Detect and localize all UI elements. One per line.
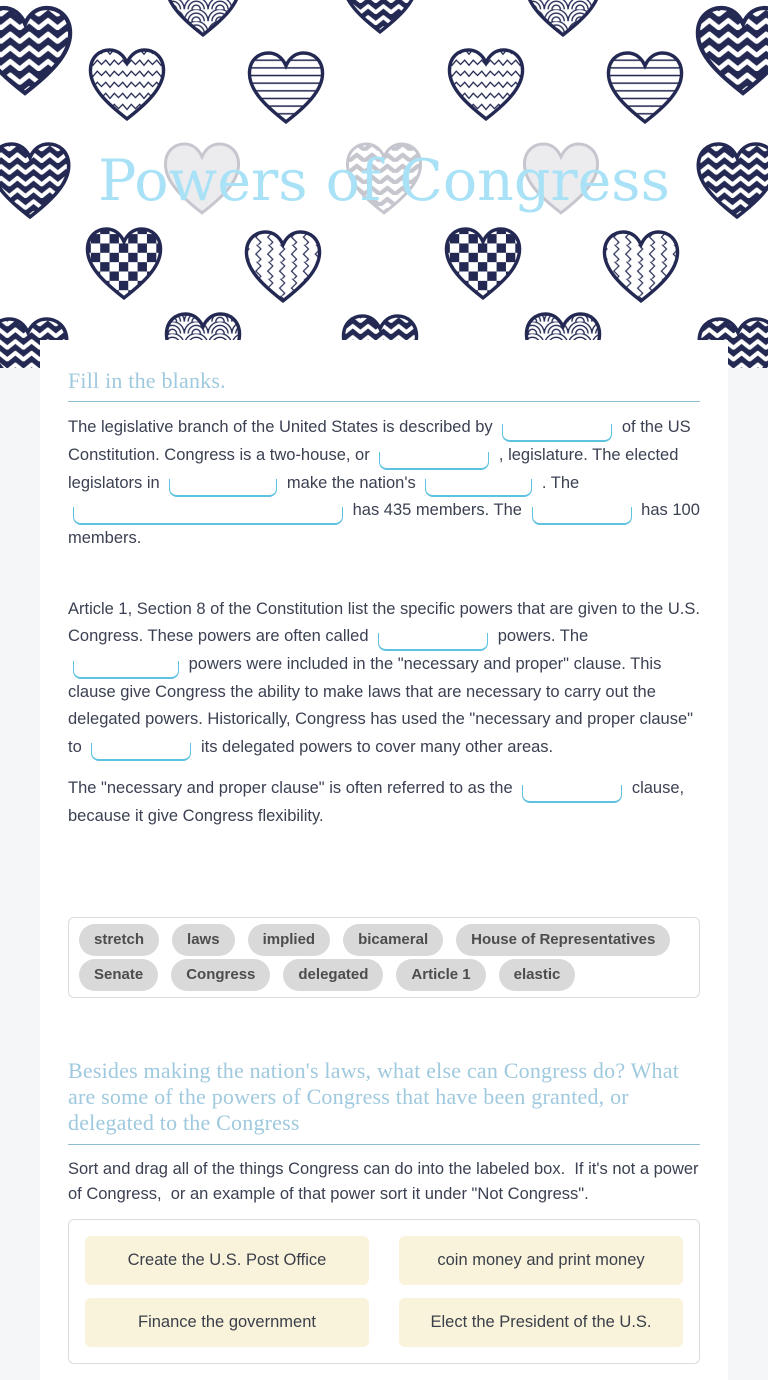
fill-blank-input[interactable] — [532, 507, 632, 525]
fill-blank-input[interactable] — [91, 743, 191, 761]
sort-item-card[interactable]: Finance the government — [85, 1298, 369, 1347]
section-divider — [68, 1144, 700, 1145]
fill-blank-input[interactable] — [425, 479, 532, 497]
paragraph-text: clause, because it give Congress flexibility. — [68, 779, 685, 825]
fill-paragraph — [68, 596, 700, 762]
sort-item-card[interactable]: Create the U.S. Post Office — [85, 1236, 369, 1285]
fill-blank-input[interactable] — [169, 479, 277, 497]
word-bank-chip[interactable]: implied — [248, 924, 331, 956]
fill-in-section — [68, 368, 700, 998]
sort-box — [68, 1219, 700, 1364]
fill-blank-input[interactable] — [379, 452, 489, 470]
paragraph-text: of the US Constitution. Congress is a two-house, or — [68, 418, 691, 464]
fill-paragraph — [68, 775, 700, 830]
paragraph-text: Article 1, Section 8 of the Constitution list the specific powers that are given to the U.S. Congress. These powers are often called — [68, 599, 700, 645]
sort-heading: Besides making the nation's laws, what else can Congress do? What are some of the powers of Congress that have been granted, or delegated to the Congress — [68, 1057, 680, 1135]
paragraph-text: has 435 members. The — [352, 501, 522, 520]
fill-in-heading: Fill in the blanks. — [68, 368, 226, 393]
fill-blank-input[interactable] — [73, 661, 179, 679]
fill-blank-input[interactable] — [73, 507, 343, 525]
paragraph-text: . The — [541, 473, 580, 492]
sort-item-card[interactable]: coin money and print money — [399, 1236, 683, 1285]
word-bank-chip[interactable]: House of Representatives — [456, 924, 670, 956]
fill-blank-input[interactable] — [502, 424, 612, 442]
fill-blank-input[interactable] — [378, 633, 488, 651]
banner — [0, 0, 768, 368]
paragraph-text: The legislative branch of the United States is described by — [68, 418, 493, 436]
word-bank-chip[interactable]: elastic — [499, 959, 576, 991]
worksheet-title: Powers of Congress — [98, 148, 670, 214]
paragraph-text: powers. The — [497, 627, 589, 645]
word-bank-chip[interactable]: Congress — [171, 959, 270, 991]
paragraph-text: make the nation's — [286, 473, 416, 492]
paragraph-text: powers were included in the "necessary and proper" clause. This clause give Congress the ability to make laws that are necessary to carry out the delegated powers. Historically, Congress has used the "necessary and proper clause" to — [68, 654, 693, 756]
word-bank-chip[interactable]: bicameral — [343, 924, 443, 956]
fill-blank-input[interactable] — [522, 785, 622, 803]
sort-item-card[interactable]: Elect the President of the U.S. — [399, 1298, 683, 1347]
paragraph-text: , legislature. The elected legislators in — [68, 445, 679, 492]
word-bank — [68, 917, 700, 998]
sort-section — [68, 1057, 704, 1364]
word-bank-chip[interactable]: Senate — [79, 959, 158, 991]
paragraph-text: its delegated powers to cover many other areas. — [200, 737, 554, 756]
sort-instructions: Sort and drag all of the things Congress can do into the labeled box. If it's not a power of Congress, or an example of that power sort it under "Not Congress". — [68, 1159, 704, 1203]
paragraph-text: has 100 members. — [68, 501, 700, 547]
worksheet-card — [40, 340, 728, 1380]
paragraph-text: The "necessary and proper clause" is often referred to as the — [68, 779, 513, 798]
section-divider — [68, 401, 700, 402]
hearts-pattern-illustration — [0, 0, 768, 368]
fill-paragraph — [68, 414, 700, 553]
word-bank-chip[interactable]: delegated — [283, 959, 383, 991]
word-bank-chip[interactable]: Article 1 — [396, 959, 485, 991]
word-bank-chip[interactable]: laws — [172, 924, 235, 956]
fill-in-paragraphs — [68, 414, 700, 831]
word-bank-chip[interactable]: stretch — [79, 924, 159, 956]
